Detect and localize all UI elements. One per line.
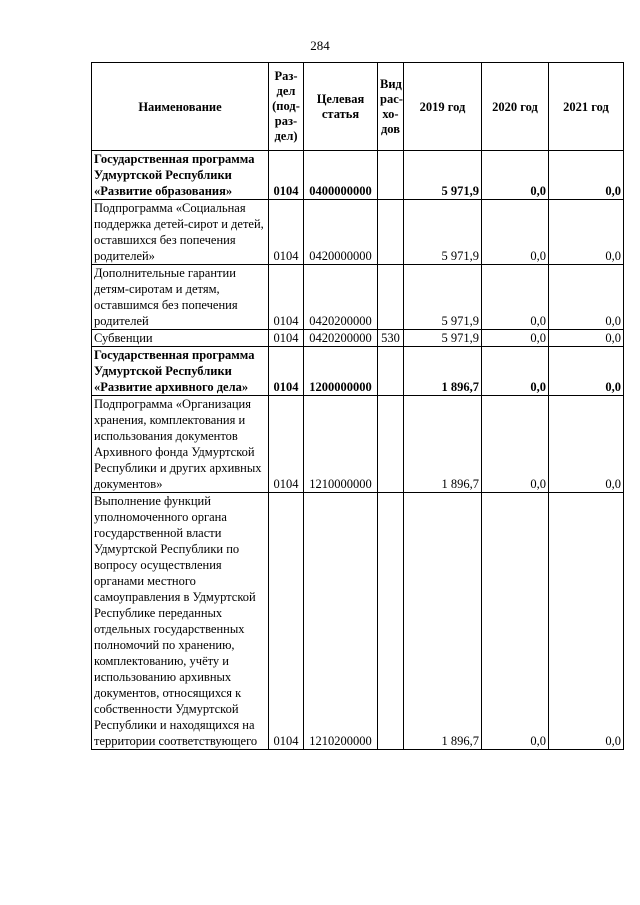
cell-y2021: 0,0 — [549, 265, 624, 330]
cell-name: Подпрограмма «Организация хранения, комплектования и использования документов Архивного фонда Удмуртской Республики и других архивных документов» — [92, 396, 269, 493]
cell-y2020: 0,0 — [482, 200, 549, 265]
cell-y2020: 0,0 — [482, 330, 549, 347]
cell-section: 0104 — [269, 396, 304, 493]
cell-y2019: 1 896,7 — [404, 493, 482, 750]
header-name: Наименование — [92, 63, 269, 151]
header-target-text: Целевая статья — [316, 91, 365, 121]
cell-y2019: 5 971,9 — [404, 200, 482, 265]
cell-expense — [378, 151, 404, 200]
cell-section: 0104 — [269, 151, 304, 200]
budget-table — [91, 62, 624, 750]
table-row — [92, 200, 624, 265]
cell-y2020: 0,0 — [482, 493, 549, 750]
table-row — [92, 151, 624, 200]
cell-y2021: 0,0 — [549, 396, 624, 493]
cell-target: 0400000000 — [304, 151, 378, 200]
cell-expense: 530 — [378, 330, 404, 347]
cell-y2019: 5 971,9 — [404, 265, 482, 330]
cell-target: 1210200000 — [304, 493, 378, 750]
table-row — [92, 493, 624, 750]
cell-target: 0420000000 — [304, 200, 378, 265]
header-2021: 2021 год — [549, 63, 624, 151]
cell-y2021: 0,0 — [549, 200, 624, 265]
cell-y2019: 1 896,7 — [404, 347, 482, 396]
cell-y2020: 0,0 — [482, 265, 549, 330]
table-row — [92, 330, 624, 347]
cell-expense — [378, 396, 404, 493]
cell-name: Субвенции — [92, 330, 269, 347]
header-expense-text: Вид рас- хо- дов — [380, 76, 403, 136]
cell-target: 0420200000 — [304, 265, 378, 330]
cell-section: 0104 — [269, 330, 304, 347]
table-row — [92, 347, 624, 396]
cell-y2020: 0,0 — [482, 151, 549, 200]
cell-y2021: 0,0 — [549, 151, 624, 200]
cell-name: Дополнительные гарантии детям-сиротам и детям, оставшимся без попечения родителей — [92, 265, 269, 330]
page-number: 284 — [310, 38, 330, 53]
header-section — [269, 63, 304, 151]
cell-expense — [378, 347, 404, 396]
cell-section: 0104 — [269, 347, 304, 396]
cell-expense — [378, 200, 404, 265]
cell-target: 0420200000 — [304, 330, 378, 347]
cell-y2021: 0,0 — [549, 493, 624, 750]
cell-section: 0104 — [269, 265, 304, 330]
cell-y2019: 5 971,9 — [404, 330, 482, 347]
header-section-text: Раз- дел (под- раз- дел) — [272, 69, 300, 143]
cell-y2020: 0,0 — [482, 396, 549, 493]
cell-y2021: 0,0 — [549, 330, 624, 347]
cell-name: Выполнение функций уполномоченного органа государственной власти Удмуртской Республики по вопросу осуществления органами местного самоуправления в Удмуртской Республике переданных отдельных государственных полномочий по хранению, комплектованию, учёту и использованию архивных документов, относящихся к собственности Удмуртской Республики и находящихся на территории соответствующего — [92, 493, 269, 750]
table-header-row — [92, 63, 624, 151]
header-2019: 2019 год — [404, 63, 482, 151]
cell-expense — [378, 493, 404, 750]
cell-section: 0104 — [269, 200, 304, 265]
cell-name: Государственная программа Удмуртской Республики «Развитие архивного дела» — [92, 347, 269, 396]
header-2020: 2020 год — [482, 63, 549, 151]
cell-section: 0104 — [269, 493, 304, 750]
table-row — [92, 265, 624, 330]
cell-y2020: 0,0 — [482, 347, 549, 396]
cell-y2021: 0,0 — [549, 347, 624, 396]
table-row — [92, 396, 624, 493]
cell-name: Государственная программа Удмуртской Республики «Развитие образования» — [92, 151, 269, 200]
cell-target: 1200000000 — [304, 347, 378, 396]
cell-y2019: 1 896,7 — [404, 396, 482, 493]
table-body — [92, 151, 624, 750]
cell-y2019: 5 971,9 — [404, 151, 482, 200]
cell-expense — [378, 265, 404, 330]
header-expense — [378, 63, 404, 151]
header-target — [304, 63, 378, 151]
cell-name: Подпрограмма «Социальная поддержка детей-сирот и детей, оставшихся без попечения родителей» — [92, 200, 269, 265]
cell-target: 1210000000 — [304, 396, 378, 493]
